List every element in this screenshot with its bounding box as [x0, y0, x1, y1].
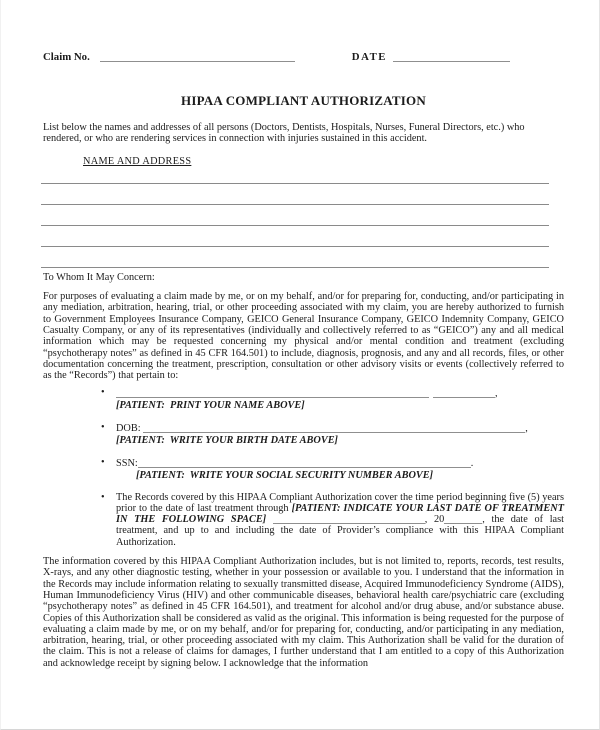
- name-address-lines: [41, 167, 549, 268]
- last-treatment-instruction: [PATIENT: INDICATE YOUR LAST DATE OF TREATMENT IN THE FOLLOWING SPACE]: [116, 502, 565, 526]
- dob-punct: ,: [525, 422, 528, 434]
- bullet-item-records-period: [101, 492, 564, 548]
- records-text-before: The Records covered by this HIPAA Compliant Authorization cover the time period beginning five (5) years prior to the date of last treatment through: [116, 491, 564, 514]
- records-punct: ,: [424, 514, 428, 526]
- intro-paragraph: List below the names and addresses of all persons (Doctors, Dentists, Hospitals, Nurses, Funeral Directors, etc.) who rendered, or who are rendering services in connection with injuries sustained in this accident.: [43, 122, 525, 145]
- ssn-field[interactable]: [138, 459, 471, 468]
- claim-no-label: Claim No.: [43, 51, 90, 63]
- name-address-blank-line-5[interactable]: [41, 247, 549, 268]
- bullet-item-ssn: [101, 457, 564, 482]
- name-address-blank-line-3[interactable]: [41, 205, 549, 226]
- claim-no-field[interactable]: [100, 53, 295, 62]
- patient-name-line: [116, 387, 564, 400]
- dob-instruction: [PATIENT: WRITE YOUR BIRTH DATE ABOVE]: [116, 434, 338, 446]
- patient-name-field-cont[interactable]: [433, 389, 495, 398]
- name-address-heading: NAME AND ADDRESS: [83, 155, 192, 167]
- bullet-item-patient-name: [101, 387, 564, 412]
- page-title: HIPAA COMPLIANT AUTHORIZATION: [181, 93, 426, 108]
- dob-label: DOB:: [116, 422, 141, 434]
- name-address-blank-line-2[interactable]: [41, 184, 549, 205]
- form-header: [43, 52, 564, 65]
- year-field[interactable]: [444, 515, 482, 524]
- date-label: DATE: [351, 51, 387, 63]
- dob-line: [116, 422, 564, 435]
- patient-name-instruction: [PATIENT: PRINT YOUR NAME ABOVE]: [116, 399, 305, 411]
- patient-info-list: [43, 387, 564, 548]
- ssn-label: SSN:: [116, 457, 138, 469]
- last-treatment-date-field[interactable]: [273, 515, 425, 524]
- records-text-after: , the date of last treatment, and up to and including the date of Provider’s compliance with this HIPAA Compliant Authorization.: [116, 514, 564, 548]
- ssn-line: [116, 457, 564, 470]
- bullet-item-dob: [101, 422, 564, 447]
- ssn-instruction: [PATIENT: WRITE YOUR SOCIAL SECURITY NUMBER ABOVE]: [136, 469, 434, 481]
- dob-field[interactable]: [143, 424, 525, 433]
- date-field[interactable]: [393, 53, 510, 62]
- authorization-paragraph: For purposes of evaluating a claim made by me, or on my behalf, and/or for preparing for, conducting, and/or participating in any mediation, arbitration, hearing, trial, or other proceeding associated with my claim, you are hereby authorized to furnish to Government Employees Insurance Company, GEICO General Insurance Company, GEICO Indemnity Company, GEICO Casualty Company, or any of its representatives (individually and collectively referred to as “GEICO”) any and all medical information which may be requested concerning my physical and/or mental condition and treatment (excluding “psychotherapy notes” as defined in 45 CFR 164.501) to include, diagnosis, prognosis, and any and all records, files, or other documentation concerning the treatment, prescription, consultation or other advisory visits or events (collectively referred to as the “Records”) that pertain to:: [43, 291, 564, 382]
- year-prefix: 20: [434, 514, 445, 526]
- salutation: To Whom It May Concern:: [43, 271, 155, 283]
- closing-paragraph: The information covered by this HIPAA Compliant Authorization includes, but is not limited to, reports, records, test results, X-rays, and any other diagnostic testing, whether in your possession or available to you. I understand that the information in the Records may include information relating to sexually transmitted disease, Acquired Immunodeficiency Syndrome (AIDS), Human Immunodeficiency Virus (HIV) and other communicable diseases, behavioral health care/psychiatric care (excluding “psychotherapy notes” as defined in 45 CFR 164.501), and treatment for alcohol and/or drug abuse, and/or substance abuse. Copies of this Authorization shall be considered as valid as the original. This information is being requested for the purpose of evaluating a claim made by me, or on my behalf, and/or for preparing for, conducting, and/or participating in any mediation, arbitration, hearing, trial, or other proceeding associated with my claim. This Authorization shall be valid for the duration of the claim. This is not a release of claims for damages, I further understand that I am entitled to a copy of this Authorization and acknowledge receipt by signing below. I acknowledge that the information: [43, 556, 564, 669]
- ssn-punct: .: [470, 457, 474, 469]
- patient-name-punct: ,: [495, 387, 498, 399]
- name-address-blank-line-1[interactable]: [41, 167, 549, 184]
- name-address-blank-line-4[interactable]: [41, 226, 549, 247]
- patient-name-field[interactable]: [116, 389, 429, 398]
